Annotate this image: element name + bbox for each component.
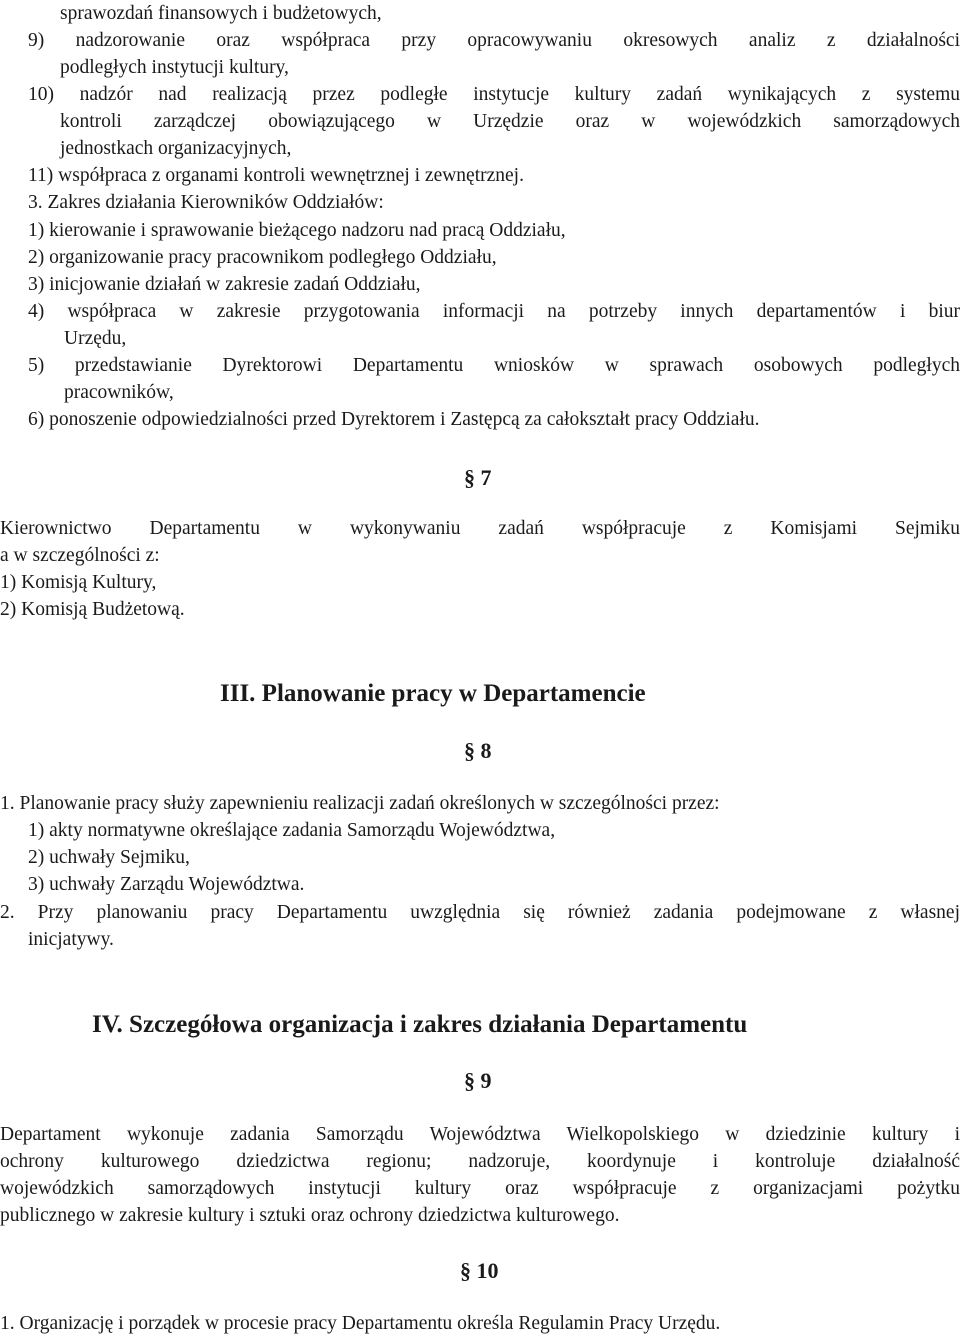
text-line: 4) współpraca w zakresie przygotowania informacji na potrzeby innych departamentów i biur bbox=[28, 301, 960, 322]
text-line: podległych instytucji kultury, bbox=[60, 57, 289, 78]
text-line: 6) ponoszenie odpowiedzialności przed Dyrektorem i Zastępcą za całokształt pracy Oddziału. bbox=[28, 409, 760, 430]
text-line: 2. Przy planowaniu pracy Departamentu uwzględnia się również zadania podejmowane z własnej bbox=[0, 902, 960, 923]
section-number: § 9 bbox=[464, 1068, 492, 1093]
text-line: wojewódzkich samorządowych instytucji kultury oraz współpracuje z organizacjami pożytku bbox=[0, 1178, 960, 1199]
text-line: sprawozdań finansowych i budżetowych, bbox=[60, 3, 382, 24]
text-line: ochrony kulturowego dziedzictwa regionu; nadzoruje, koordynuje i kontroluje działalność bbox=[0, 1151, 960, 1172]
text-line: 2) Komisją Budżetową. bbox=[0, 599, 185, 620]
text-line: 1) akty normatywne określające zadania Samorządu Województwa, bbox=[28, 820, 556, 841]
text-line: Kierownictwo Departamentu w wykonywaniu zadań współpracuje z Komisjami Sejmiku bbox=[0, 518, 960, 539]
text-line: 3. Zakres działania Kierowników Oddziałów: bbox=[28, 192, 384, 213]
text-line: 9) nadzorowanie oraz współpraca przy opracowywaniu okresowych analiz z działalności bbox=[28, 30, 960, 51]
section-number: § 8 bbox=[464, 738, 492, 763]
text-line: 5) przedstawianie Dyrektorowi Departamentu wniosków w sprawach osobowych podległych bbox=[28, 355, 960, 376]
text-line: 3) uchwały Zarządu Województwa. bbox=[28, 874, 305, 895]
text-line: jednostkach organizacyjnych, bbox=[60, 138, 292, 159]
text-line: 1) kierowanie i sprawowanie bieżącego nadzoru nad pracą Oddziału, bbox=[28, 220, 566, 241]
section-number: § 7 bbox=[464, 465, 492, 490]
text-line: publicznego w zakresie kultury i sztuki oraz ochrony dziedzictwa kulturowego. bbox=[0, 1205, 620, 1226]
chapter-heading: IV. Szczegółowa organizacja i zakres działania Departamentu bbox=[92, 1011, 748, 1038]
text-line: 2) organizowanie pracy pracownikom podległego Oddziału, bbox=[28, 247, 497, 268]
text-line: 2) uchwały Sejmiku, bbox=[28, 847, 190, 868]
text-line: a w szczególności z: bbox=[0, 545, 160, 566]
text-line: pracowników, bbox=[64, 382, 174, 403]
text-line: kontroli zarządczej obowiązującego w Urzędzie oraz w wojewódzkich samorządowych bbox=[60, 111, 960, 132]
text-line: 1. Organizację i porządek w procesie pracy Departamentu określa Regulamin Pracy Urzędu. bbox=[0, 1313, 721, 1334]
text-line: 11) współpraca z organami kontroli wewnętrznej i zewnętrznej. bbox=[28, 165, 524, 186]
text-line: 10) nadzór nad realizacją przez podległe instytucje kultury zadań wynikających z systemu bbox=[28, 84, 960, 105]
text-line: inicjatywy. bbox=[28, 929, 114, 950]
chapter-heading: III. Planowanie pracy w Departamencie bbox=[220, 680, 646, 707]
text-line: 1) Komisją Kultury, bbox=[0, 572, 157, 593]
text-line: 3) inicjowanie działań w zakresie zadań Oddziału, bbox=[28, 274, 421, 295]
text-line: 1. Planowanie pracy służy zapewnieniu realizacji zadań określonych w szczególności przez: bbox=[0, 793, 720, 814]
section-number: § 10 bbox=[460, 1258, 499, 1283]
text-line: Urzędu, bbox=[64, 328, 127, 349]
text-line: Departament wykonuje zadania Samorządu Województwa Wielkopolskiego w dziedzinie kultury i bbox=[0, 1124, 960, 1145]
